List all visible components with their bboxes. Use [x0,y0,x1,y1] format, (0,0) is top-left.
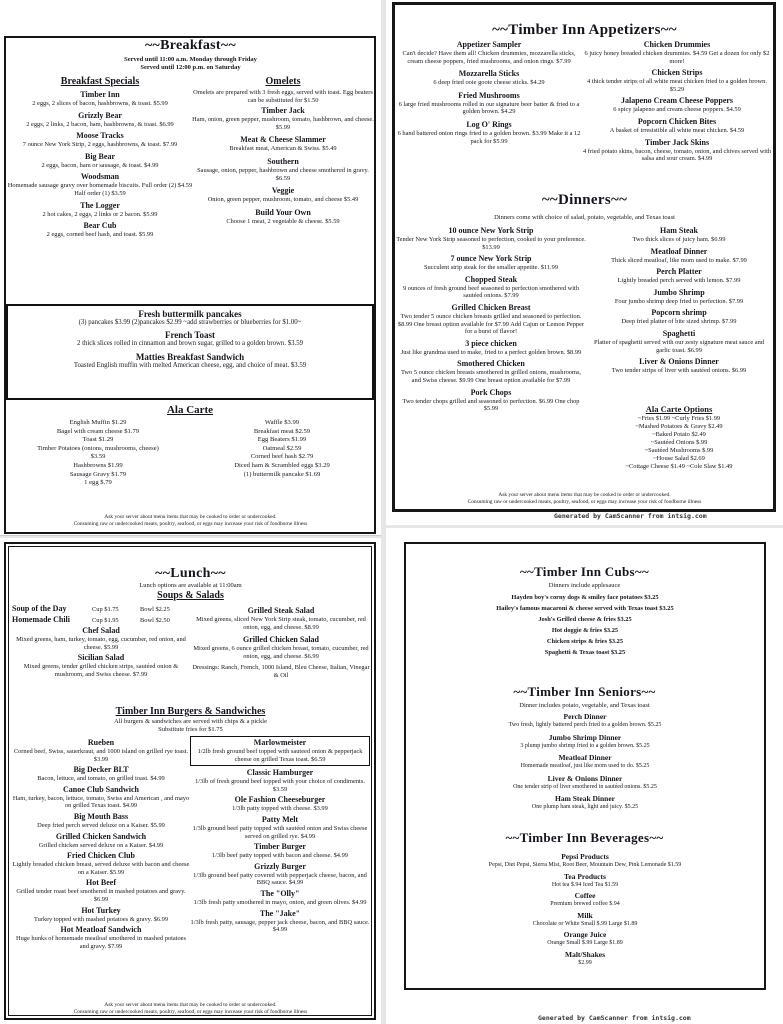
menu-item-desc: One plump ham steak, light and juicy. $5.25 [531,804,639,811]
ala-carte-options [586,404,772,471]
menu-item [12,653,190,678]
dinners-title: ~~Dinners~~ [541,192,628,208]
dressings: Dressings: Ranch, French, 1000 Island, Bleu Cheese, Italian, Vinegar & Oil [192,664,370,679]
menu-item [406,950,764,968]
menu-item-desc: Premium brewed coffee $.94 [550,901,620,908]
menu-line: English Muffin $1.29 [69,419,127,426]
menu-item [190,768,370,793]
menu-item [12,765,190,783]
menu-item [12,785,190,810]
dinners-left-column [396,226,586,416]
menu-item-desc: Bacon, lettuce, and tomato, on grilled toast. $4.99 [37,775,165,783]
menu-item-name: Bear Cub [83,221,117,231]
appetizers-right-column [582,40,772,166]
menu-item-name: Pork Chops [470,387,512,397]
cubs-items [406,592,764,658]
menu-line: ~Sautéed Onions $.99 [650,439,708,446]
menu-item [12,878,190,903]
menu-item-desc: Breakfast meat, American & Swiss. $5.49 [229,145,337,153]
menu-item-name: Spaghetti [662,328,696,338]
menu-item-name: Grilled Chicken Sandwich [55,831,147,841]
menu-item [12,851,190,876]
menu-item-name: Hot Beef [86,878,116,888]
menu-item-name: Ham Steak Dinner [555,794,615,804]
menu-item-desc: (3) pancakes $3.99 (2)pancakes $2.99 ~add strawberries or blueberries for $1.00~ [78,319,302,326]
sandwiches-left-column [12,738,190,952]
menu-line: ~Fries $1.99 ~Curly Fries $1.99 [637,415,721,422]
menu-item-name: Southern [267,156,299,166]
menu-item [192,186,374,204]
menu-item [396,254,586,272]
menu-item [190,606,372,631]
menu-item-desc: Succulent strip steak for the smaller appetite. $11.99 [423,264,559,272]
menu-item-desc: 2 hot cakes, 2 eggs, 2 links or 2 bacon. $5.99 [42,210,158,218]
appetizers-left-column [396,40,582,149]
menu-item [582,117,772,135]
menu-line: Spaghetti & Texas toast $3.25 [544,649,626,656]
watermark-top: Generated by CamScanner from intsig.com [554,512,707,520]
menu-item [12,925,190,950]
menu-item-name: Log O' Rings [466,119,512,129]
soups-heading: Soups & Salads [157,590,224,601]
soups-right [190,606,372,680]
menu-item-name: Chicken Drummies [643,40,711,49]
menu-item-desc: 1/3lb of fresh ground beef topped with your choice of condiments. $3.59 [195,778,365,793]
menu-item-name: Ham Steak [660,226,698,235]
soup-name: Soup of the Day [12,604,67,613]
menu-item-name: Smothered Chicken [457,359,525,369]
menu-item-desc: Turkey topped with mashed potatoes & gravy. $6.99 [33,915,169,923]
menu-line: Oatmeal $2.59 [262,444,302,452]
lunch-footer-2: Consuming raw or undercooked meats, poultry, seafood, or eggs may increase your risk of foodborne illness [73,1009,308,1015]
menu-line: Chicken strips & fries $3.25 [546,638,624,645]
menu-item-desc: Tender New York Strip seasoned to perfection, cooked to your preference. $13.99 [396,236,586,251]
menu-item-desc: Mixed greens, sliced New York Strip steak, tomato, cucumber, red onion, egg, and cheese. $8.99 [196,616,366,631]
menu-item-name: 10 ounce New York Strip [448,226,534,235]
menu-item-desc: $2.99 [578,959,592,966]
menu-item-desc: 2 eggs, bacon, ham or sausage, & toast. $4.99 [41,161,159,169]
breakfast-omelets [192,76,374,229]
menu-item-name: The "Jake" [259,908,301,918]
menu-item [190,889,370,907]
appetizers-title: ~~Timber Inn Appetizers~~ [492,22,677,38]
menu-item-desc: Homemade meatloaf, just like mom used to do. $5.25 [520,763,650,770]
menu-item [586,226,772,244]
ala-carte [6,404,374,488]
menu-item-desc: 6 hand battered onion rings fried to a golden brown. $3.99 Make it a 12 pack for $5.99 [397,129,581,145]
menu-item [396,359,586,384]
menu-item-desc: 4 thick tender strips of all white meat chicken fried to a golden brown. $5.29 [587,78,767,93]
menu-item-desc: Ham, turkey, bacon, lettuce, tomato, Swiss and American , and mayo on grilled Texas toast. $4.99 [12,794,190,810]
menu-item-desc: Mixed greens, ham, turkey, tomato, egg, cucumber, red onion, and cheese. $5.99 [16,636,186,651]
lunch-hours: Lunch options are available at 11:00am [139,582,242,589]
menu-item-desc: 1/3lb ground beef patty covered with pepperjack cheese, bacon, and BBQ sauce. $4.99 [193,871,367,887]
ala-carte-heading: Ala Carte [166,404,214,416]
menu-item-name: French Toast [164,330,216,341]
cubs-intro: Dinners include applesauce [548,582,621,589]
menu-item-name: Big Bear [85,151,115,161]
watermark-bottom: Generated by CamScanner from intsig.com [538,1014,691,1022]
menu-item-desc: Platter of spaghetti served with our zesty signature meat sauce and garlic toast. $6.99 [593,338,764,354]
menu-item-desc: Lightly breaded perch served with lemon. $7.99 [617,277,741,285]
lunch-footer-1: Ask your server about menu items that may be cooked to order or undercooked. [104,1002,277,1008]
menu-item-name: Popcorn shrimp [651,308,707,318]
breakfast-footer-1: Ask your server about menu items that may be cooked to order or undercooked. [104,514,277,520]
menu-item-name: Big Decker BLT [73,765,129,775]
menu-item-name: Meat & Cheese Slammer [240,135,326,145]
menu-item-desc: 7 ounce New York Strip, 2 eggs, hashbrowns, & toast. $7.99 [22,141,178,149]
menu-item [12,906,190,924]
menu-line: Corned beef hash $2.79 [250,453,314,461]
menu-item-name: Pepsi Products [561,852,609,861]
omelets-heading: Omelets [265,76,301,87]
soup-cup: Cup $1.75 [92,606,119,613]
menu-item-name: Veggie [271,186,295,196]
menu-line: ~Baked Potato $2.49 [652,431,706,438]
menu-line: (1) buttermilk pancake $1.69 [243,470,321,478]
menu-item-name: Matties Breakfast Sandwich [135,351,245,362]
menu-item-name: Perch Dinner [563,712,607,721]
menu-item-name: Liver & Onions Dinner [639,357,719,367]
menu-item-desc: Corned beef, Swiss, sauerkraut, and 1000 island on grilled rye toast. $3.99 [13,748,189,763]
menu-item-desc: Lightly breaded chicken breast, served deluxe with bacon and cheese on a Kaiser. $5.99 [12,861,190,876]
menu-item-desc: 1/3lb patty topped with cheese. $3.99 [232,805,328,813]
menu-item-name: Orange Juice [563,930,607,940]
menu-item-name: Grilled Steak Salad [247,606,315,615]
menu-line: Bagel with cream cheese $1.79 [56,427,140,435]
menu-item-desc: 4 fried potato skins, bacon, cheese, tomato, onion, and chives served with salsa and sour cream. $4.99 [582,147,772,163]
menu-item-desc: 6 deep fried ooie gooie cheese sticks. $4.29 [433,79,545,87]
breakfast-page [0,0,381,536]
menu-item [12,738,190,763]
burgers-intro: All burgers & sandwiches are served with chips & a pickle [114,718,267,725]
menu-line: Toast $1.29 [82,436,114,444]
menu-item-desc: 6 large fried mushrooms rolled in our signature beer batter & fried to a golden brown. $4.29 [398,100,580,116]
menu-item-name: Fresh buttermilk pancakes [138,309,242,319]
menu-item-name: Tea Products [564,871,606,881]
menu-item-desc: 2 eggs, 2 links, 2 bacon, ham, hashbrowns, & toast. $6.99 [26,120,174,128]
menu-item-name: Patty Melt [261,814,299,824]
menu-item-name: Big Mouth Bass [73,811,129,821]
menu-item-name: Grilled Chicken Breast [451,302,531,312]
menu-item-desc: One tender strip of liver smothered in sautéed onions. $5.25 [513,783,657,790]
pancake-box [6,304,374,400]
menu-item [6,152,194,170]
menu-item-desc: A basket of irresistible all white meat chicken. $4.59 [609,126,745,134]
sandwiches-right-column [190,736,370,936]
menu-item-name: Appetizer Sampler [456,40,522,49]
menu-item [396,69,582,87]
menu-item [190,909,370,934]
menu-item [8,352,372,370]
menu-item [406,872,764,890]
menu-item [396,388,586,413]
menu-item [6,111,194,129]
menu-item [586,247,772,265]
menu-item-name: Fried Mushrooms [458,90,520,100]
menu-item [6,90,194,108]
omelets-intro: Omelets are prepared with 3 fresh eggs, served with toast. Egg beaters can be substituted for $1.50 [193,89,373,104]
menu-item-name: Liver & Onions Dinner [547,773,623,783]
menu-item-name: Woodsman [80,172,120,182]
menu-item-name: Popcorn Chicken Bites [637,116,717,126]
menu-item-name: Moose Tracks [76,131,124,141]
menu-item-desc: 6 juicy honey breaded chicken drummies. $4.59 Get a dozen for only $2 more! [584,50,770,65]
menu-item [396,120,582,145]
menu-item-name: Perch Platter [656,267,702,277]
menu-item-desc: Huge hunks of homemade meatloaf smothered in mashed potatoes and gravy. $7.99 [15,935,187,950]
menu-item [582,40,772,65]
menu-line: Josh's Grilled cheese & fries $3.25 [538,616,632,623]
menu-item-name: Grizzly Burger [254,861,306,871]
menu-item-desc: Two tender 5 ounce chicken breasts grilled and seasoned to perfection. $8.99 One breast option available for $7.99 Add Cajun or Lemon Pepper for a burst of flavor! [397,312,585,336]
menu-item [406,753,764,771]
menu-item [586,267,772,285]
menu-item [582,68,772,93]
menu-item [6,172,194,197]
menu-item-name: Timber Burger [254,842,306,852]
menu-line: $3.59 [90,453,106,461]
menu-item-desc: Deep fried platter of bite sized shrimp. $7.99 [621,318,737,326]
menu-item-desc: Toasted English muffin with melted American cheese, egg, and choice of meat. $3.59 [73,361,307,369]
menu-item-name: Chef Salad [82,626,120,635]
menu-item-name: Meatloaf Dinner [650,246,708,256]
breakfast-hours-2: Served until 12:00 p.m. on Saturday [140,64,241,71]
menu-item-name: Chopped Steak [464,274,518,284]
menu-item [582,96,772,114]
menu-item-desc: 1/2lb fresh ground beef topped with sauteed onion & pepperjack cheese on grilled Texas toast. $6.59 [197,748,363,763]
seniors-intro: Dinner includes potato, vegetable, and Texas toast [519,702,650,709]
menu-item-name: Timber Inn [80,90,120,99]
seniors-title: ~~Timber Inn Seniors~~ [513,684,656,699]
menu-item-desc: 6 spicy jalapeno and cream cheese poppers. $4.59 [613,106,741,114]
lunch-page [0,538,381,1024]
menu-line: Hayden boy's corny dogs & smiley face potatoes $3.25 [511,594,659,601]
menu-item-name: Grilled Chicken Salad [242,635,319,645]
menu-item-desc: Mixed greens, tender grilled chicken strips, sautéed onion & mushroom, and Swiss cheese. $7.99 [23,663,179,678]
menu-line: Sausage Gravy $1.79 [69,470,127,478]
menu-item-name: Canoe Club Sandwich [62,784,140,794]
menu-item-desc: 1/3lb fresh patty, sausage, pepper jack cheese, bacon, and BBQ sauce. $4.99 [190,918,370,934]
menu-item-desc: Two 5 ounce chicken breasts smothered in grilled onions, mushrooms, and Swiss cheese. $9.99 One breast option available for $7.99 [400,369,582,384]
dinners-footer-1: Ask your server about menu items that may be cooked to order or undercooked. [498,492,671,498]
soups-left [12,604,190,680]
menu-item [6,221,194,239]
menu-item [396,91,582,116]
menu-item-desc: Pepsi, Diet Pepsi, Sierra Mist, Root Beer, Mountain Dew, Pink Lemonade $1.59 [488,862,682,868]
menu-item [406,794,764,812]
menu-item [8,330,372,348]
menu-item-desc: Two tender chops grilled and seasoned to perfection. $6.99 One chop $5.99 [402,397,580,413]
soup-name: Homemade Chili [12,615,70,624]
menu-line: ~Cottage Cheese $1.49 ~Cole Slaw $1.49 [625,463,733,470]
menu-item [406,712,764,730]
menu-item [190,795,370,813]
menu-item-desc: Thick sliced meatloaf, like mom used to make. $7.99 [611,256,747,264]
menu-line: Hailey's famous macaroni & cheese served with Texas toast $3.25 [496,605,674,612]
menu-item-desc: 1/3lb beef patty topped with bacon and cheese. $4.99 [212,852,348,860]
dinners-right-column [586,226,772,378]
menu-item-desc: Sausage, onion, pepper, hashbrown and cheese smothered in gravy. $6.59 [197,166,369,182]
menu-item [406,891,764,909]
menu-line: Timber Potatoes (onions, mushrooms, cheese) [37,444,159,452]
menu-item-name: The "Olly" [260,888,300,898]
menu-item-name: Coffee [574,891,596,901]
breakfast-title: ~~Breakfast~~ [144,38,237,53]
menu-line: 1 egg $.79 [84,479,112,487]
menu-item-name: Ole Fashion Cheeseburger [234,795,326,805]
menu-item-desc: 9 ounces of fresh ground beef seasoned to perfection smothered with sautéed onions. $7.99 [402,284,580,300]
menu-item [8,309,372,327]
beverages-items [406,852,764,970]
menu-item-desc: 2 eggs, corned beef hash, and toast. $5.99 [46,231,154,239]
menu-line: Waffle $3.99 [264,419,300,426]
menu-item-desc: Two tender strips of liver with sautéed onions. $6.99 [611,367,747,375]
menu-item [190,815,370,840]
menu-item [586,288,772,306]
dinners-footer-2: Consuming raw or undercooked meats, poultry, seafood, or eggs may increase your risk of foodborne illness [467,499,702,505]
menu-line: ~Mashed Potatoes & Gravy $2.49 [635,423,723,430]
menu-item [586,308,772,326]
menu-item [396,226,586,251]
seniors-items [406,712,764,815]
menu-item [190,842,370,860]
menu-item [582,138,772,163]
menu-item-name: Jumbo Shrimp [653,287,705,297]
menu-item-name: Jalapeno Cream Cheese Poppers [620,96,734,106]
menu-item-desc: 3 plump jumbo shrimp fried to a golden brown. $5.25 [520,742,650,749]
menu-item-name: Meatloaf Dinner [558,753,612,763]
cubs-title: ~~Timber Inn Cubs~~ [519,564,650,579]
menu-item [396,275,586,300]
cubs-seniors-beverages-page [386,528,783,1024]
menu-item-desc: Just like grandma used to make, fried to a perfect golden brown. $8.99 [400,348,582,356]
menu-item-desc: Two thick slices of juicy ham. $6.99 [632,236,726,243]
menu-item [12,812,190,830]
menu-item-desc: Chocolate or White Small $.99 Large $1.89 [532,920,638,927]
menu-item [190,635,372,660]
menu-item [396,40,582,65]
menu-item-name: Fried Chicken Club [66,851,135,861]
menu-item [12,626,190,651]
menu-item-name: Build Your Own [255,207,311,217]
menu-item-name: Timber Jack Skins [644,137,710,147]
menu-item-name: Sicilian Salad [77,653,125,663]
menu-line: Hot doggie & fries $3.25 [551,627,619,634]
menu-item [396,303,586,336]
menu-item-name: Classic Hamburger [246,768,314,778]
burgers-sub: Substitute fries for $1.75 [158,726,223,733]
menu-item [192,135,374,153]
menu-item [406,774,764,792]
menu-item-name: Malt/Shakes [564,949,605,959]
menu-item-desc: Hot tea $.94 Iced Tea $1.59 [551,881,619,888]
lunch-title: ~~Lunch~~ [155,566,226,581]
menu-item-name: Chicken Strips [651,68,703,78]
beverages-title: ~~Timber Inn Beverages~~ [505,830,664,845]
specials-heading: Breakfast Specials [60,76,140,87]
menu-item-desc: Orange Small $.99 Large $1.89 [547,940,623,947]
dinners-intro: Dinners come with choice of salad, potato, vegetable, and Texas toast [494,214,675,221]
menu-item-name: 7 ounce New York Strip [450,254,532,264]
menu-item-name: Timber Jack [261,106,305,116]
menu-item-desc: 2 thick slices rolled in cinnamon and brown sugar, grilled to a golden brown. $3.59 [76,340,304,348]
menu-item-name: 3 piece chicken [465,338,517,348]
appetizers-dinners-page [386,0,783,525]
menu-item [586,357,772,375]
soup-row [12,615,190,625]
menu-line: Breakfast meat $2.59 [253,427,311,435]
menu-item-name: Jumbo Shrimp Dinner [548,732,622,742]
menu-item [192,208,374,226]
menu-item-desc: Ham, onion, green pepper, mushroom, tomato, hashbrown, and cheese. $5.99 [192,116,374,131]
menu-item [406,852,764,870]
menu-item-desc: Choose 1 meat, 2 vegetable & cheese. $5.59 [226,217,340,225]
menu-item [406,930,764,948]
menu-item-desc: Mixed greens, 6 ounce grilled chicken breast, tomato, cucumber, red onion, egg, and cheese. $6.99 [193,645,369,660]
menu-item-desc: Can't decide? Have them all! Chicken drummies, mozzarella sticks, cream cheese poppers, fried mushrooms, and onion rings. $7.99 [402,50,576,65]
menu-item-name: The Logger [80,200,120,210]
menu-item-desc: 2 eggs, 2 slices of bacon, hashbrowns, & toast. $5.99 [32,100,168,107]
marlowmeister-box [190,736,370,766]
menu-line: ~Sautéed Mushrooms $.99 [644,447,714,454]
menu-item [190,862,370,887]
options-heading: Ala Carte Options [645,404,713,414]
menu-line: Hashbrowns $1.99 [73,461,123,469]
soup-bowl: Bowl $2.25 [140,606,170,613]
burgers-heading: Timber Inn Burgers & Sandwiches [115,706,266,717]
menu-item-name: Mozzarella Sticks [458,69,520,79]
menu-item-desc: Four jumbo shrimp deep fried to perfection. $7.99 [614,297,744,305]
menu-item [6,131,194,149]
menu-item-name: Hot Turkey [81,905,121,915]
menu-item-desc: Onion, green pepper, mushroom, tomato, and cheese $5.49 [207,196,359,204]
menu-item [406,733,764,751]
menu-item-desc: Deep fried perch served deluxe on a Kaiser. $5.99 [37,821,165,829]
breakfast-hours-1: Served until 11:00 a.m. Monday through Friday [124,56,257,63]
menu-item [192,106,374,131]
soup-bowl: Bowl $2.50 [140,617,170,624]
soup-cup: Cup $1.95 [92,617,119,624]
menu-item [6,201,194,219]
menu-item-desc: Two fresh, lightly battered perch fried to a golden brown. $5.25 [508,722,662,728]
menu-item-desc: 1/3lb ground beef patty topped with sautéed onion and Swiss cheese served on grilled rye. $4.99 [192,824,368,840]
menu-item [192,157,374,182]
menu-item-desc: Grilled tender roast beef smothered in mashed potatoes and gravy. $6.99 [16,888,186,903]
menu-item-name: Marlowmeister [253,738,307,747]
menu-line: Egg Beaters $1.99 [257,436,307,444]
menu-item-desc: Homemade sausage gravy over homemade biscuits. Full order (2) $4.59 Half order (1) $3.59 [7,182,193,197]
menu-item-desc: 1/3lb fresh patty smothered in mayo, onion, and green olives. $4.99 [193,898,367,906]
menu-item [586,329,772,354]
menu-item-name: Milk [577,910,593,920]
menu-item [12,832,190,850]
menu-item-name: Hot Meatloaf Sandwich [60,925,142,935]
soup-row [12,604,190,614]
menu-line: ~House Salad $2.69 [653,455,705,462]
breakfast-specials [6,76,194,242]
menu-item-name: Rueben [87,738,115,747]
menu-item-name: Grizzly Bear [78,110,122,120]
menu-item-desc: Grilled chicken served deluxe on a Kaiser. $4.99 [38,841,164,849]
menu-item [396,339,586,357]
breakfast-footer-2: Consuming raw or undercooked meats, poultry, seafood, or eggs may increase your risk of foodborne illness [73,521,308,527]
menu-item [406,911,764,929]
menu-line: Diced ham & Scrambled eggs $3.29 [234,461,330,469]
